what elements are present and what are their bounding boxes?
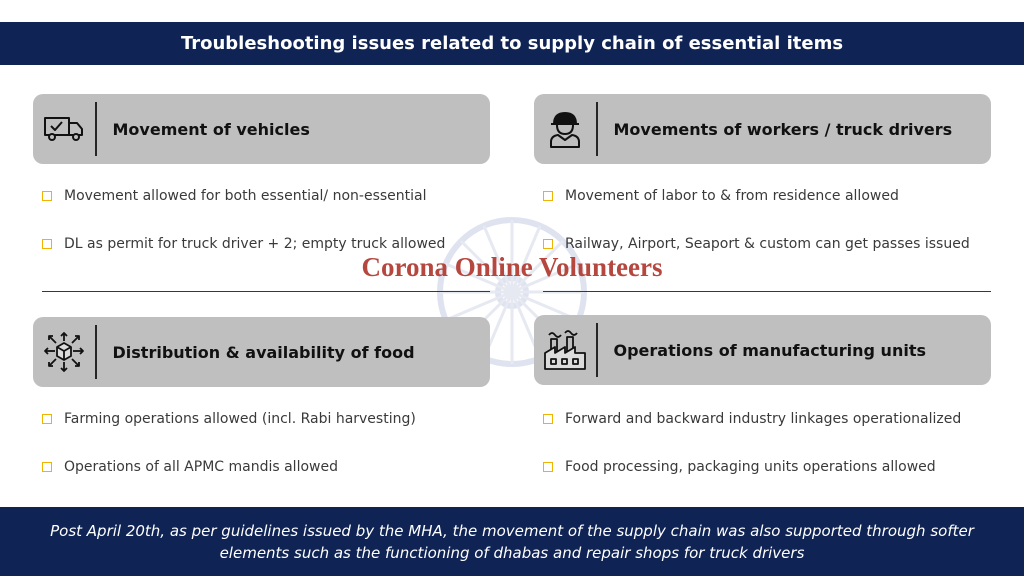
page-title: Troubleshooting issues related to supply chain of essential items xyxy=(180,33,844,54)
checkbox-bullet-icon xyxy=(42,414,52,424)
card-title: Operations of manufacturing units xyxy=(613,340,926,360)
card-manufacturing-units xyxy=(534,315,991,385)
card-distribution-of-food xyxy=(33,317,490,387)
checkbox-bullet-icon xyxy=(543,462,553,472)
distribution-box-icon xyxy=(33,317,95,387)
worker-helmet-icon xyxy=(534,94,596,164)
list-item: DL as permit for truck driver + 2; empty truck allowed xyxy=(42,236,445,252)
card-title: Distribution & availability of food xyxy=(112,342,415,362)
checkbox-bullet-icon xyxy=(543,414,553,424)
card-title: Movement of vehicles xyxy=(112,119,310,139)
factory-icon xyxy=(534,315,596,385)
watermark-text: Corona Online Volunteers xyxy=(361,252,663,282)
footer-text: Post April 20th, as per guidelines issued by the MHA, the movement of the supply chain was also supported through softer elements such as the functioning of dhabas and repair shops for truck drivers xyxy=(50,521,974,562)
checkbox-bullet-icon xyxy=(42,462,52,472)
header-banner xyxy=(0,22,1024,65)
list-item: Railway, Airport, Seaport & custom can get passes issued xyxy=(543,236,970,252)
section-divider-left xyxy=(42,291,490,292)
checkbox-bullet-icon xyxy=(42,191,52,201)
list-item: Forward and backward industry linkages operationalized xyxy=(543,411,961,427)
checkbox-bullet-icon xyxy=(42,239,52,249)
list-item: Movement of labor to & from residence allowed xyxy=(543,188,899,204)
card-title: Movements of workers / truck drivers xyxy=(613,119,953,139)
checkbox-bullet-icon xyxy=(543,239,553,249)
truck-check-icon xyxy=(33,94,95,164)
list-item: Movement allowed for both essential/ non-essential xyxy=(42,188,427,204)
list-item: Farming operations allowed (incl. Rabi harvesting) xyxy=(42,411,416,427)
card-movement-of-workers xyxy=(534,94,991,164)
checkbox-bullet-icon xyxy=(543,191,553,201)
footer-banner xyxy=(0,507,1024,576)
list-item: Food processing, packaging units operations allowed xyxy=(543,459,936,475)
card-movement-of-vehicles xyxy=(33,94,490,164)
list-item: Operations of all APMC mandis allowed xyxy=(42,459,338,475)
section-divider-right xyxy=(543,291,991,292)
